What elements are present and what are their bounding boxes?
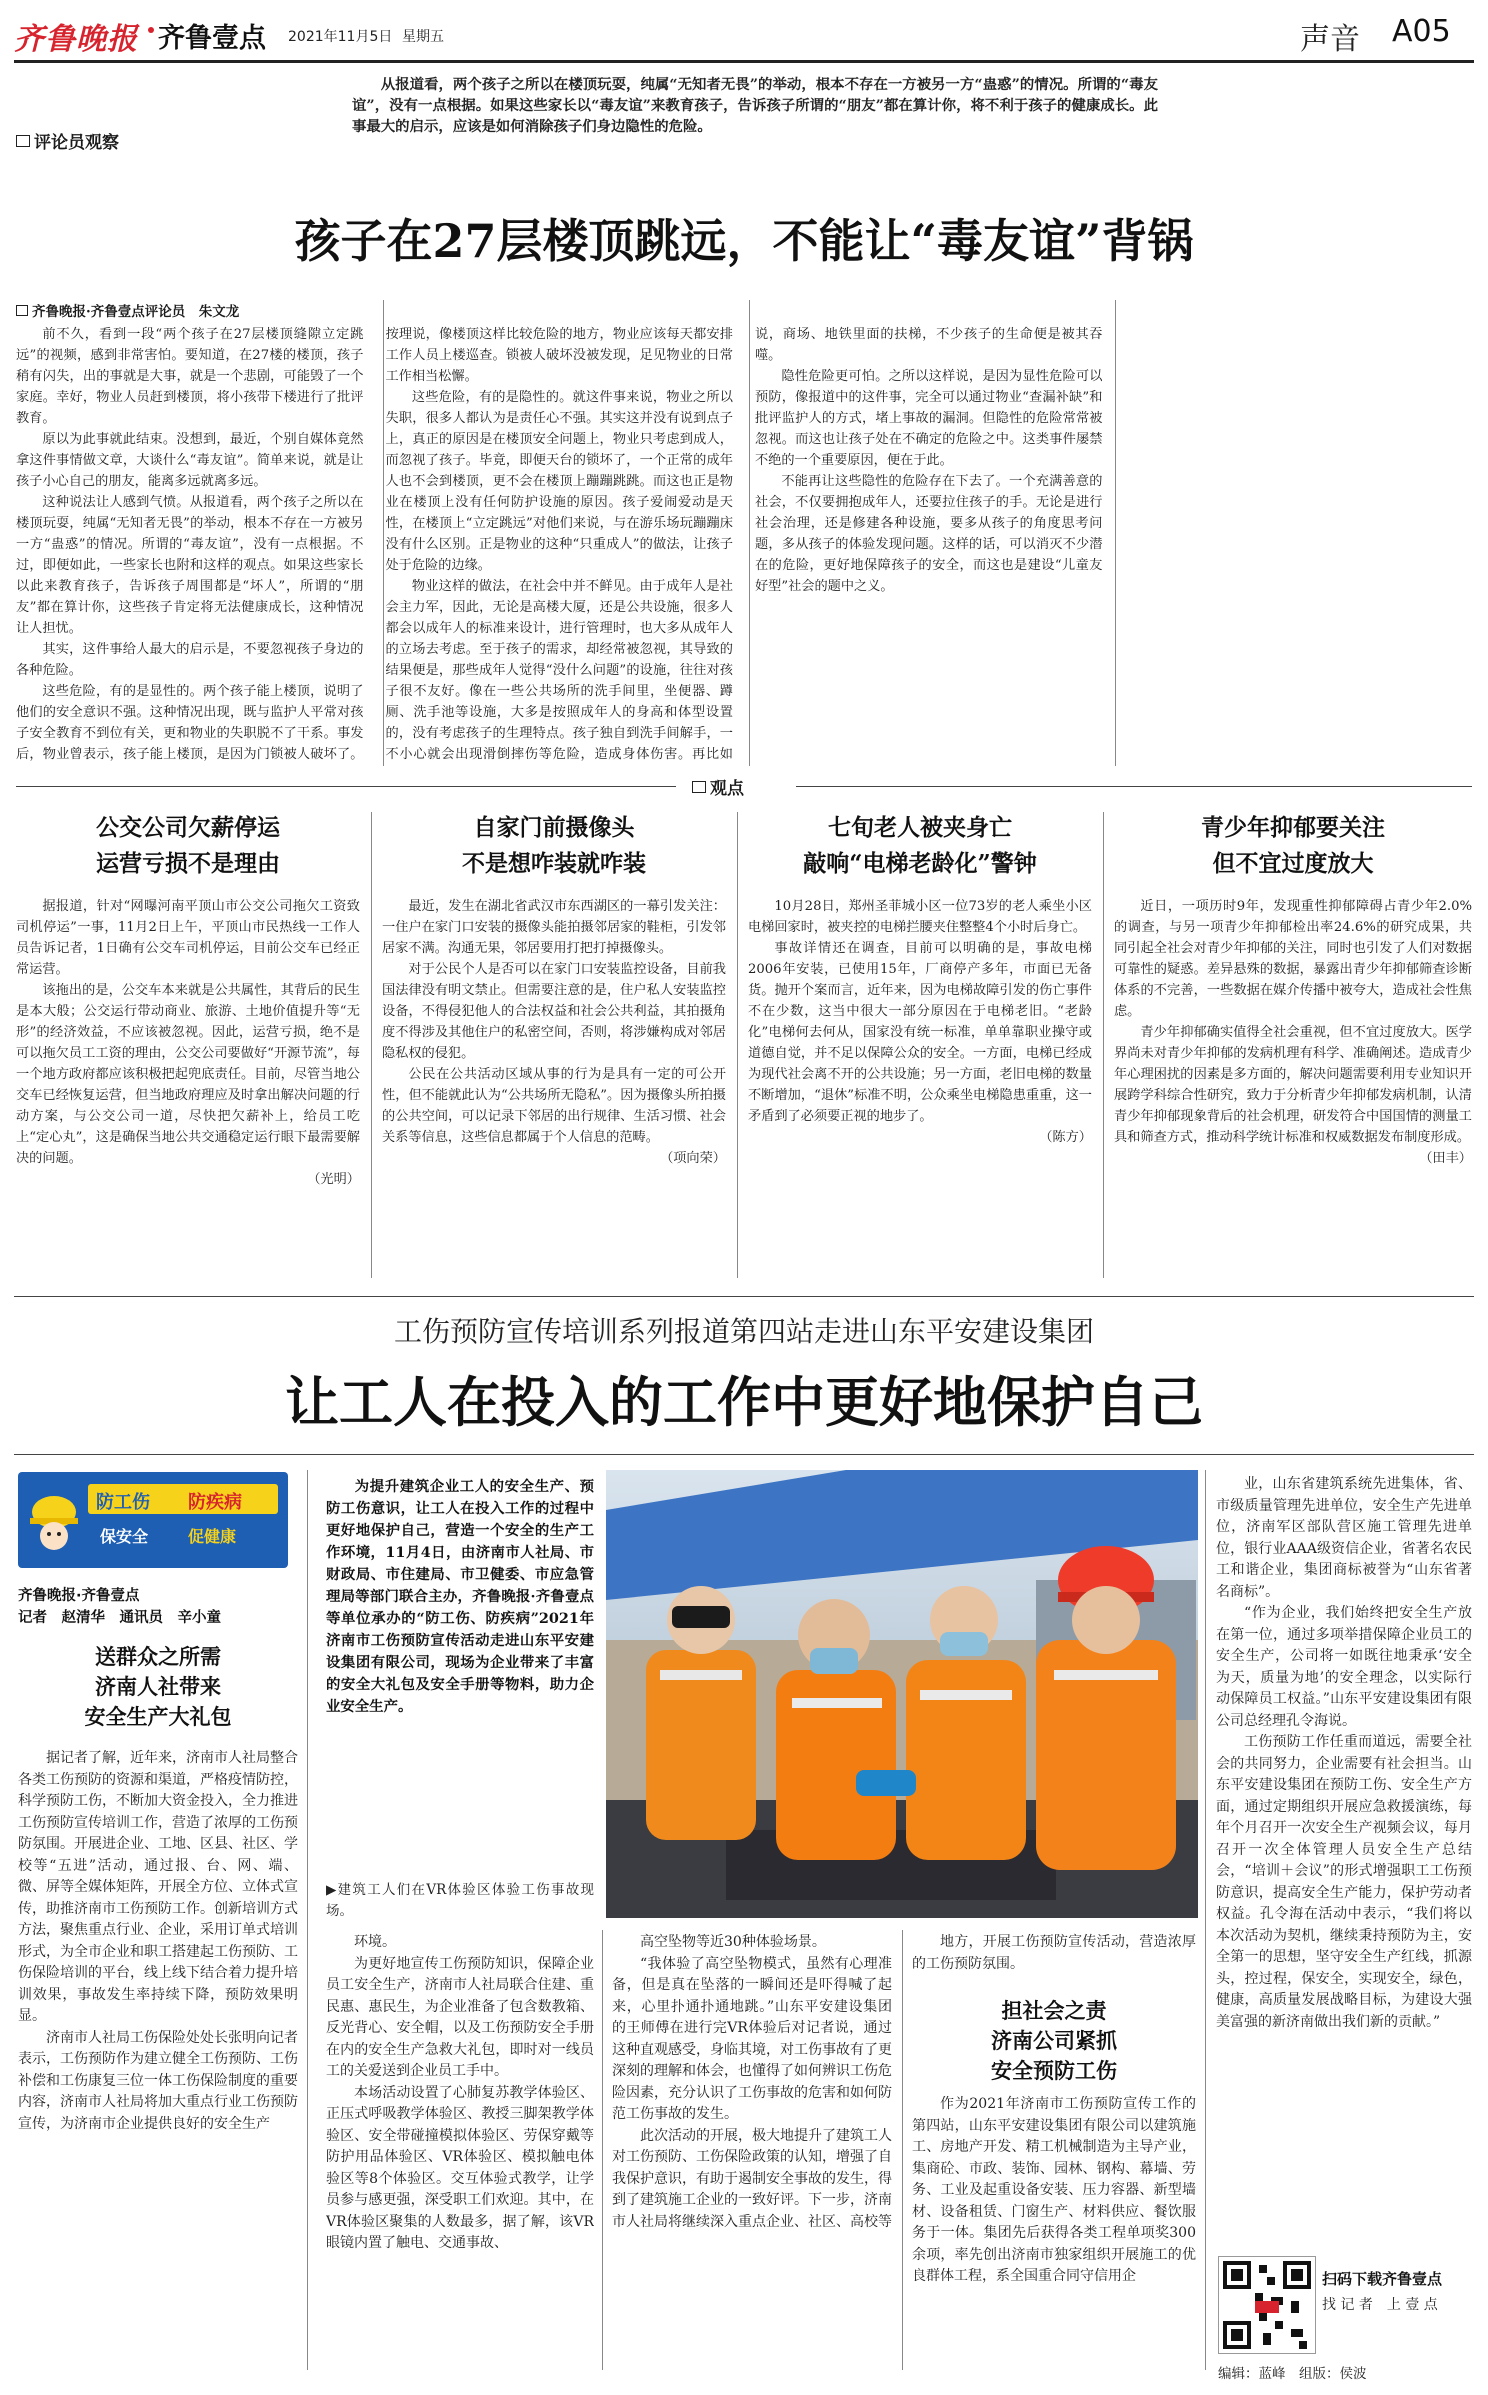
lead-body <box>16 324 1472 766</box>
opinion-column <box>1114 810 1472 1280</box>
opinion-paragraph: 该拖出的是，公交车本来就是公共属性，其背后的民生是本大般；公交运行带动商业、旅游、土地价值提升等“无形”的经济效益，不应该被忽视。因此，运营亏损，绝不是可以拖欠员工工资的理由，公交公司要做好“开源节流”，每一个地方政府都应该积极把起兜底责任。目前，尽管当地公交车已经恢复运营，但当地政府理应及时拿出解决问题的行动方案，与公交公司一道，尽快把欠薪补上，给员工吃上“定心丸”，这是确保当地公共交通稳定运行眼下最需要解决的问题。 <box>16 983 360 1166</box>
side-subhead-line: 送群众之所需 <box>95 1644 221 1669</box>
feature-paragraph: 此次活动的开展，极大地提升了建筑工人对工伤预防、工伤保险政策的认知，增强了自我保护意识，有助于遏制安全事故的发生，得到了建筑施工企业的一致好评。下一步，济南市人社局将继续深入重点企业、社区、高校等 <box>612 2127 892 2230</box>
feature-paragraph: 本场活动设置了心肺复苏教学体验区、正压式呼吸教学体验区、教授三脚架教学体验区、安全带碰撞模拟体验区、劳保穿戴等防护用品体验区、VR体验区、模拟触电体验区等8个体验区。交互体验式教学，让学员参与感更强，深受职工们欢迎。其中，在VR体验区聚集的人数最多，据了解，该VR眼镜内置了触电、交通事故、 <box>326 2084 594 2251</box>
opinion-body <box>382 896 726 1274</box>
opinion-paragraph: 公民在公共活动区域从事的行为是具有一定的可公开性，但不能就此认为“公共场所无隐私”。因为摄像头所拍摄的公共空间，可以记录下邻居的出行规律、生活习惯、社会关系等信息，这些信息都属于个人信息的范畴。 <box>382 1067 726 1145</box>
side-subhead <box>18 1642 298 1732</box>
opinion-paragraph: 10月28日，郑州圣菲城小区一位73岁的老人乘坐小区电梯回家时，被夹控的电梯拦腰夹住整整4个小时后身亡。 <box>748 899 1092 935</box>
lead-headline: 孩子在27层楼顶跳远，不能让“毒友谊”背锅 <box>294 214 1194 268</box>
feature-column-4 <box>912 1932 1196 1992</box>
feature-column-2 <box>326 1932 594 2372</box>
campaign-logo <box>18 1472 288 1568</box>
lead-paragraph: 其实，这件事给人最大的启示是，不要忽视孩子身边的各种危险。 <box>16 642 364 678</box>
feature-paragraph: 工伤预防工作任重而道远，需要全社会的共同努力，企业需要有社会担当。山东平安建设集团在预防工伤、安全生产方面，通过定期组织开展应急救援演练，每年个月召开一次安全生产视频会议，每月召开一次全体管理人员安全生产总结会，“培训＋会议”的形式增强职工工伤预防意识，提高安全生产能力，保护劳动者权益。孔令海在活动中表示，“我们将以本次活动为契机，继续秉持预防为主，安全第一的思想，坚守安全生产红线，抓源头，控过程，保安全，实现安全，绿色，健康，高质量发展战略目标，为建设大强美富强的新济南做出我们新的贡献。” <box>1216 1734 1472 2030</box>
opinion-paragraph: 近日，一项历时9年，发现重性抑郁障碍占青少年2.0%的调查，与另一项青少年抑郁检出率24.6%的研究成果，共同引起全社会对青少年抑郁的关注，同时也引发了人们对数据可靠性的疑惑。差异悬殊的数据，暴露出青少年抑郁筛查诊断体系的不完善，一些数据在媒介传播中被夸大，造成社会性焦虑。 <box>1114 899 1472 1019</box>
opinion-signature: （田丰） <box>1419 1151 1472 1166</box>
second-subhead-line: 济南公司紧抓 <box>991 2028 1117 2053</box>
feature-byline: 齐鲁晚报·齐鲁壹点 <box>18 1588 140 1604</box>
lead-paragraph: 这些危险，有的是显性的。两个孩子能上楼顶，说明了他们的安全意识不强。这种情况出现，既与监护人平常对孩子安全教育不到位有关，更和物业的失职脱不了干系。事发后，物业曾表示，孩子能上楼顶，是因为门锁被人破坏了。按理说，像楼顶这样比较危险的地方，物业应该每天都安排工作人员上楼巡查。锁被人破坏没被发现，足见物业的日常工作相当松懈。 <box>16 327 733 762</box>
feature-column-1 <box>18 1748 298 2368</box>
second-subhead-line: 安全预防工伤 <box>991 2058 1117 2083</box>
opinion-title: 但不宜过度放大 <box>1212 850 1374 877</box>
feature-paragraph: 济南市人社局工伤保险处处长张明向记者表示，工伤预防作为建立健全工伤预防、工伤补偿和工伤康复三位一体工伤保险制度的重要内容，济南市人社局将加大重点行业工伤预防宣传，为济南市企业提供良好的安全生产 <box>18 2029 298 2132</box>
opinion-paragraph: 据报道，针对“网曝河南平顶山市公交公司拖欠工资致司机停运”一事，11月2日上午，平顶山市民热线一工作人员告诉记者，1日确有公交车司机停运，目前公交车已经正常运营。 <box>16 899 360 977</box>
feature-paragraph: 业，山东省建筑系统先进集体，省、市级质量管理先进单位，安全生产先进单位，济南军区部队营区施工管理先进单位，银行业AAA级资信企业，省著名农民工和谐企业，集团商标被誉为“山东省著名商标”。 <box>1216 1476 1472 1600</box>
qr-code[interactable] <box>1218 2256 1316 2354</box>
lead-paragraph: 这些危险，有的是隐性的。就这件事来说，物业之所以失职，很多人都认为是责任心不强。其实这并没有说到点子上，真正的原因是在楼顶安全问题上，物业只考虑到成人，而忽视了孩子。毕竟，即便天台的锁坏了，一个正常的成年人也不会到楼顶，更不会在楼顶上蹦蹦跳跳。而这也正是物业在楼顶上没有任何防护设施的原因。孩子爱闹爱动是天性，在楼顶上“立定跳远”对他们来说，与在游乐场玩蹦蹦床没有什么区别。正是物业的这种“只重成人”的做法，让孩子处于危险的边缘。 <box>385 390 733 573</box>
feature-column-rule <box>1205 1470 1206 2370</box>
feature-paragraph: “作为企业，我们始终把安全生产放在第一位，通过多项举措保障企业员工的安全生产，公司将一如既往地秉承‘安全为天，质量为地’的安全理念，以实际行动保障员工权益。”山东平安建设集团有限公司总经理孔令海说。 <box>1216 1605 1472 1729</box>
feature-column-rule <box>602 1930 603 2370</box>
opinion-body <box>1114 896 1472 1274</box>
page-number: A05 <box>1392 14 1451 49</box>
app-name: 齐鲁壹点 <box>158 23 266 54</box>
opinion-paragraph: 事故详情还在调查，目前可以明确的是，事故电梯2006年安装，已使用15年，厂商停产多年，市面已无备货。抛开个案而言，近年来，因为电梯故障引发的伤亡事件不在少数，这当中很大一部分原因在于电梯老旧。“老龄化”电梯何去何从，国家没有统一标准，单单靠职业操守或道德自觉，并不足以保障公众的安全。一方面，电梯已经成为现代社会离不开的公共设施；另一方面，老旧电梯的数量不断增加，“退休”标准不明，公众乘坐电梯隐患重重，这一矛盾到了必须要正视的地步了。 <box>748 941 1092 1124</box>
opinions-rule-right <box>796 786 1472 787</box>
opinion-title: 敲响“电梯老龄化”警钟 <box>803 850 1037 877</box>
qr-caption: 扫码下载齐鲁壹点 <box>1322 2270 1443 2288</box>
logo-text: 促健康 <box>188 1527 237 1546</box>
opinion-column <box>382 810 726 1280</box>
opinions-tag <box>692 774 744 799</box>
paper-divider-dot <box>148 27 154 33</box>
feature-paragraph: 为更好地宣传工伤预防知识，保障企业员工安全生产，济南市人社局联合住建、重民惠、惠民生，为企业准备了包含数教箱、反光背心、安全帽，以及工伤预防安全手册在内的安全生产急救大礼包，即时对一线员工的关爱送到企业员工手中。 <box>326 1955 594 2079</box>
lead-byline <box>16 300 239 320</box>
photo-illustration <box>606 1470 1198 1918</box>
opinion-column-rule <box>371 812 372 1278</box>
lead-paragraph: 隐性危险更可怕。之所以这样说，是因为显性危险可以预防，像报道中的这件事，完全可以通过物业“查漏补缺”和批评监护人的方式，堵上事故的漏洞。但隐性的危险常常被忽视。而这也让孩子处在不确定的危险之中。这类事件屡禁不绝的一个重要原因，便在于此。 <box>755 369 1103 468</box>
editor-credit: 编辑：蓝峰 组版：侯波 <box>1218 2366 1367 2382</box>
opinion-title: 青少年抑郁要关注 <box>1201 814 1385 841</box>
lead-paragraph: 前不久，看到一段“两个孩子在27层楼顶缝隙立定跳远”的视频，感到非常害怕。要知道，在27楼的楼顶，孩子稍有闪失，出的事就是大事，就是一个悲剧，可能毁了一个家庭。幸好，物业人员赶到楼顶，将小孩带下楼进行了批评教育。 <box>16 327 364 426</box>
feature-paragraph: “我体验了高空坠物模式，虽然有心理准备，但是真在坠落的一瞬间还是吓得喊了起来，心里扑通扑通地跳。”山东平安建设集团的王师傅在进行完VR体验后对记者说，通过这种直观感受，身临其境，对工伤事故有了更深刻的理解和体会，也懂得了如何辨识工伤危险因素，充分认识了工伤事故的危害和如何防范工伤事故的发生。 <box>612 1955 892 2122</box>
feature-byline: 记者 赵清华 通讯员 辛小童 <box>18 1610 221 1626</box>
logo-text: 防工伤 <box>96 1492 150 1513</box>
qr-caption: 找 记 者 上 壹 点 <box>1322 2297 1438 2313</box>
feature-paragraph: 高空坠物等近30种体验场景。 <box>640 1934 826 1950</box>
opinion-body <box>748 896 1092 1274</box>
opinions-tag-label: 观点 <box>710 779 744 799</box>
photo-caption: ▶建筑工人们在VR体验区体验工伤事故现场。 <box>326 1882 594 1919</box>
feature-column-4b <box>912 2094 1196 2372</box>
paper-name: 齐鲁晚报 <box>14 22 138 57</box>
logo-text: 防疾病 <box>188 1492 242 1513</box>
feature-paragraph: 环境。 <box>354 1934 396 1950</box>
lead-byline-text: 齐鲁晚报·齐鲁壹点评论员 朱文龙 <box>32 304 240 320</box>
worker-helmet-icon <box>26 1488 82 1554</box>
feature-paragraph: 作为2021年济南市工伤预防宣传工作的第四站，山东平安建设集团有限公司以建筑施工、房地产开发、精工机械制造为主导产业，集商砼、市政、装饰、园林、钢构、幕墙、劳务、工业及起重设备安装、压力容器、新型墙材、设备租赁、门窗生产、材料供应、餐饮服务于一体。集团先后获得各类工程单项奖300余项，率先创出济南市独家组织开展施工的优良群体工程，系全国重合同守信用企 <box>912 2096 1196 2284</box>
lead-paragraph: 这种说法让人感到气愤。从报道看，两个孩子之所以在楼顶玩耍，纯属“无知者无畏”的举动，根本不存在一方被另一方“蛊惑”的情况。所谓的“毒友谊”，没有一点根据。不过，即便如此，一些家长也附和这样的观点。如果这些家长以此来教育孩子，告诉孩子周围都是“坏人”，所谓的“朋友”都在算计你，这些孩子肯定将无法健康成长，这种情况让人担忧。 <box>16 495 364 636</box>
feature-lead: 为提升建筑企业工人的安全生产、预防工伤意识，让工人在投入工作的过程中更好地保护自己，营造一个安全的生产工作环境，11月4日，由济南市人社局、市财政局、市住建局、市卫健委、市应急管理局等部门联合主办，齐鲁晚报·齐鲁壹点等单位承办的“防工伤、防疾病”2021年济南市工伤预防宣传活动走进山东平安建设集团有限公司，现场为企业带来了丰富的安全大礼包及安全手册等物料，助力企业安全生产。 <box>326 1478 594 1715</box>
opinion-title: 七旬老人被夹身亡 <box>828 814 1012 841</box>
feature-column-rule <box>902 1930 903 2370</box>
opinion-paragraph: 对于公民个人是否可以在家门口安装监控设备，目前我国法律没有明文禁止。但需要注意的是，住户私人安装监控设备，不得侵犯他人的合法权益和社会公共利益，其拍摄角度不得涉及其他住户的私密空间，否则，将涉嫌构成对邻居隐私权的侵犯。 <box>382 962 726 1061</box>
opinion-column <box>748 810 1092 1280</box>
feature-kicker: 工伤预防宣传培训系列报道第四站走进山东平安建设集团 <box>393 1315 1094 1348</box>
lead-paragraph: 原以为此事就此结束。没想到，最近，个别自媒体竟然拿这件事情做文章，大谈什么“毒友谊”。简单来说，就是让孩子小心自己的朋友，能离多远就离多远。 <box>16 432 364 489</box>
lead-paragraph: 物业这样的做法，在社会中并不鲜见。由于成年人是社会主力军，因此，无论是高楼大厦，还是公共设施，很多人都会以成年人的标准来设计，进行管理时，也大多从成年人的立场去考虑。至于孩子的需求，却经常被忽视，其导致的结果便是，那些成年人觉得“没什么问题”的设施，往往对孩子很不友好。像在一些公共场所的洗手间里，坐便器、蹲厕、洗手池等设施，大多是按照成年人的身高和体型设置的，没有考虑孩子的生理特点。孩子独自到洗手间解手，一不小心就会出现滑倒摔伤等危险，造成身体伤害。再比如说，商场、地铁里面的扶梯，不少孩子的生命便是被其吞噬。 <box>385 327 1103 762</box>
section-name: 声音 <box>1300 22 1360 57</box>
column-tag-box <box>16 135 30 147</box>
opinion-signature: （项向荣） <box>660 1151 726 1166</box>
feature-paragraph: 地方，开展工伤预防宣传活动，营造浓厚的工伤预防氛围。 <box>912 1934 1196 1972</box>
feature-column-5 <box>1216 1474 1472 2234</box>
logo-text: 保安全 <box>100 1527 149 1546</box>
opinion-signature: （陈方） <box>1039 1130 1092 1145</box>
qr-code-icon <box>1219 2257 1315 2353</box>
opinion-paragraph: 青少年抑郁确实值得全社会重视，但不宜过度放大。医学界尚未对青少年抑郁的发病机理有科学、准确阐述。造成青少年心理困扰的因素是多方面的，解决问题需要利用专业知识开展跨学科综合性研究，致力于分析青少年抑郁发病机制，认清青少年抑郁现象背后的社会机理，研发符合中国国情的测量工具和筛查方式，推动科学统计标准和权威数据发布制度形成。 <box>1114 1025 1472 1145</box>
column-tag <box>16 128 119 153</box>
lead-deck: 从报道看，两个孩子之所以在楼顶玩耍，纯属“无知者无畏”的举动，根本不存在一方被另一方“蛊惑”的情况。所谓的“毒友谊”，没有一点根据。如果这些家长以“毒友谊”来教育孩子，告诉孩子所谓的“朋友”都在算计你，将不利于孩子的健康成长。此事最大的启示，应该是如何消除孩子们身边隐性的危险。 <box>352 76 1158 135</box>
opinion-title: 公交公司欠薪停运 <box>96 814 280 841</box>
lead-column-rule <box>383 300 384 766</box>
opinions-tag-box <box>692 781 706 793</box>
feature-headline: 让工人在投入的工作中更好地保护自己 <box>285 1370 1203 1434</box>
issue-date: 2021年11月5日 <box>288 29 393 45</box>
side-subhead-line: 安全生产大礼包 <box>84 1704 232 1729</box>
opinion-title: 运营亏损不是理由 <box>96 850 280 877</box>
opinion-paragraph: 最近，发生在湖北省武汉市东西湖区的一幕引发关注：一住户在家门口安装的摄像头能拍摄邻居家的鞋柜，引发邻居家不满。沟通无果，邻居要用打把打掉摄像头。 <box>382 899 726 956</box>
feature-top-rule <box>14 1296 1474 1297</box>
side-subhead-line: 济南人社带来 <box>95 1674 221 1699</box>
lead-column-rule <box>749 300 750 766</box>
vr-experience-photo <box>606 1470 1198 1918</box>
opinion-column <box>16 810 360 1280</box>
opinion-title: 不是想咋装就咋装 <box>462 850 646 877</box>
masthead-rule <box>14 60 1474 63</box>
feature-column-3 <box>612 1932 892 2372</box>
opinion-body <box>16 896 360 1274</box>
feature-paragraph: 据记者了解，近年来，济南市人社局整合各类工伤预防的资源和渠道，严格疫情防控，科学预防工伤，不断加大资金投入，全力推进工伤预防宣传培训工作，营造了浓厚的工伤预防氛围。开展进企业、工地、区县、社区、学校等“五进”活动，通过报、台、网、端、微、屏等全媒体矩阵，开展全方位、立体式宣传，助推济南市工伤预防工作。创新培训方式方法，聚焦重点行业、企业，采用订单式培训形式，为全市企业和职工搭建起工伤预防、工伤保险培训的平台，线上线下结合着力提升培训效果，事故发生率持续下降，预防效果明显。 <box>18 1750 298 2024</box>
second-subhead-line: 担社会之责 <box>1001 1998 1107 2023</box>
opinion-column-rule <box>1103 812 1104 1278</box>
second-subhead <box>912 1996 1196 2086</box>
issue-weekday: 星期五 <box>402 29 444 45</box>
opinion-title: 自家门前摄像头 <box>473 814 635 841</box>
column-tag-label: 评论员观察 <box>34 133 119 153</box>
opinion-signature: （光明） <box>307 1172 360 1187</box>
opinions-rule-left <box>16 786 676 787</box>
lead-column-rule <box>1115 300 1116 766</box>
opinion-column-rule <box>737 812 738 1278</box>
feature-column-rule <box>307 1470 308 2370</box>
feature-headline-rule <box>14 1454 1474 1455</box>
lead-paragraph: 不能再让这些隐性的危险存在下去了。一个充满善意的社会，不仅要拥抱成年人，还要拉住孩子的手。无论是进行社会治理，还是修建各种设施，要多从孩子的角度思考问题，多从孩子的体验发现问题。这样的话，可以消灭不少潜在的危险，更好地保障孩子的安全，而这也是建设“儿童友好型”社会的题中之义。 <box>755 474 1103 594</box>
masthead <box>0 0 1488 66</box>
